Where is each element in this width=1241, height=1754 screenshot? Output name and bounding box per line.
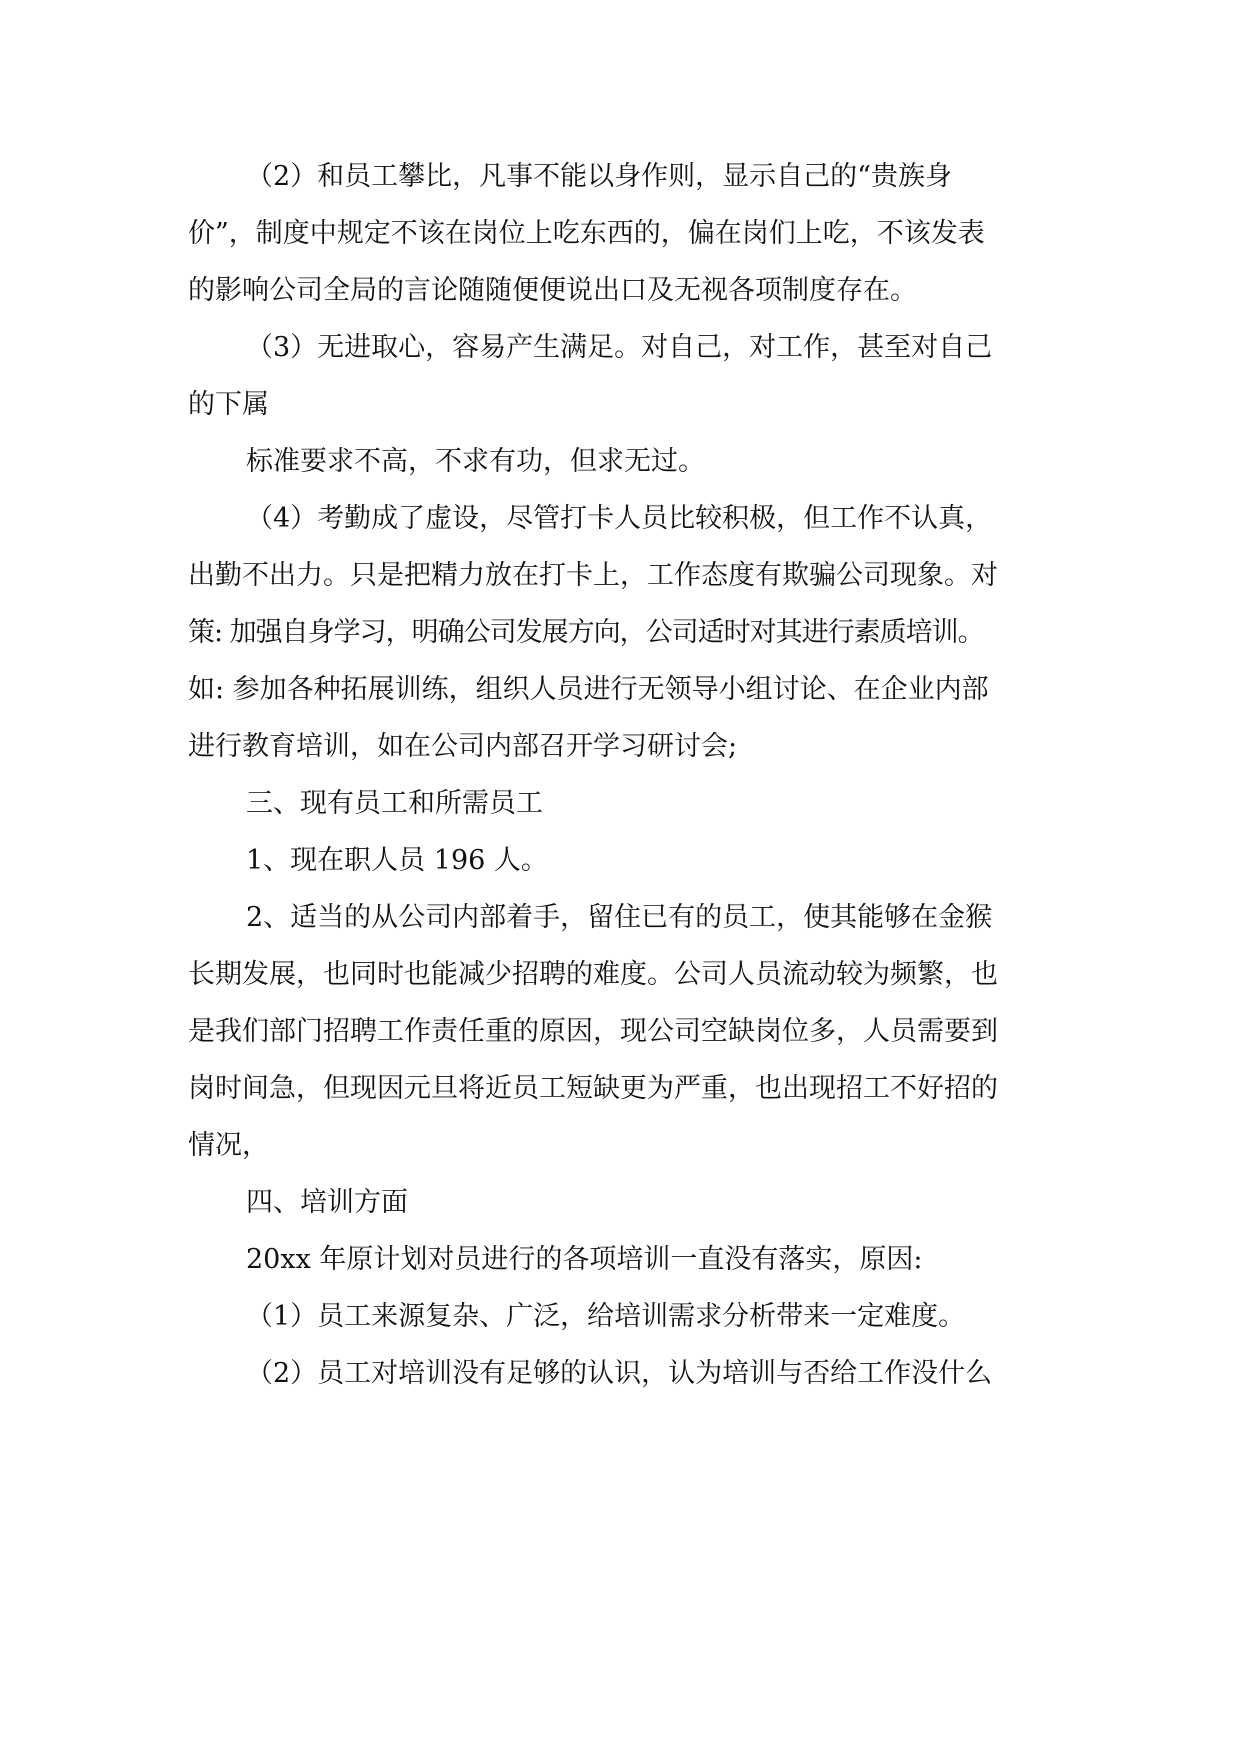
paragraph-line: 是我们部门招聘工作责任重的原因，现公司空缺岗位多，人员需要到 xyxy=(188,1016,998,1047)
paragraph-line: 的下属 xyxy=(188,389,269,420)
paragraph-line: （1）员工来源复杂、广泛，给培训需求分析带来一定难度。 xyxy=(246,1301,966,1332)
section-heading: 四、培训方面 xyxy=(246,1187,408,1218)
paragraph-line: 2、适当的从公司内部着手，留住已有的员工，使其能够在金猴 xyxy=(246,902,993,933)
paragraph-line: 价”，制度中规定不该在岗位上吃东西的，偏在岗们上吃，不该发表 xyxy=(188,218,985,249)
paragraph-line: 策: 加强自身学习，明确公司发展方向，公司适时对其进行素质培训。 xyxy=(188,617,984,648)
paragraph-line: 标准要求不高，不求有功，但求无过。 xyxy=(246,446,705,477)
paragraph-line: 20xx 年原计划对员进行的各项培训一直没有落实，原因: xyxy=(246,1244,923,1275)
section-heading: 三、现有员工和所需员工 xyxy=(246,788,543,819)
paragraph-line: （3）无进取心，容易产生满足。对自己，对工作，甚至对自己 xyxy=(246,332,993,363)
paragraph-line: 出勤不出力。只是把精力放在打卡上，工作态度有欺骗公司现象。对 xyxy=(188,560,998,591)
paragraph-line: 岗时间急，但现因元旦将近员工短缺更为严重，也出现招工不好招的 xyxy=(188,1073,998,1104)
paragraph-line: 长期发展，也同时也能减少招聘的难度。公司人员流动较为频繁，也 xyxy=(188,959,998,990)
paragraph-line: （2）员工对培训没有足够的认识，认为培训与否给工作没什么 xyxy=(246,1358,993,1389)
paragraph-line: 情况， xyxy=(188,1130,269,1161)
paragraph-line: 的影响公司全局的言论随随便便说出口及无视各项制度存在。 xyxy=(188,275,917,306)
paragraph-line: 进行教育培训，如在公司内部召开学习研讨会; xyxy=(188,731,738,762)
paragraph-line: （2）和员工攀比，凡事不能以身作则，显示自己的“贵族身 xyxy=(246,161,952,192)
paragraph-line: 如: 参加各种拓展训练，组织人员进行无领导小组讨论、在企业内部 xyxy=(188,674,989,705)
paragraph-line: （4）考勤成了虚设，尽管打卡人员比较积极，但工作不认真， xyxy=(246,503,993,534)
paragraph-line: 1、现在职人员 196 人。 xyxy=(246,845,548,876)
